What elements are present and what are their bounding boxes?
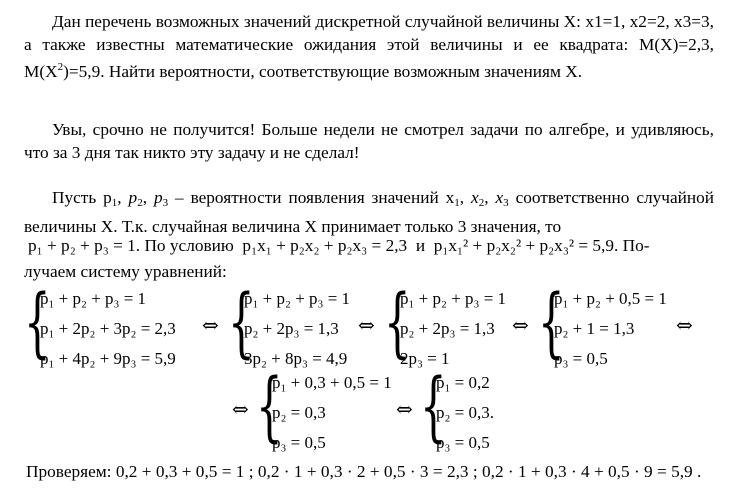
equivalence-icon: ⇔ xyxy=(396,397,413,421)
check-line: Проверяем: 0,2 + 0,3 + 0,5 = 1 ; 0,2 · 1 + 0,3 · 2 + 0,5 · 3 = 2,3 ; 0,2 · 1 + 0,3 · 4 + 0,5 · 9 = 5,9 . xyxy=(26,462,702,481)
brace-icon: { xyxy=(538,277,565,366)
solution-intro: Пусть $p_1$, $p_2$, $p_3$ – вероятности появления значений $x_1$, $x_2$, $x_3$ соответственно случайной величины X. Т.к. случайная величина X принимает только 3 значения, то xyxy=(24,188,715,236)
equivalence-icon: ⇔ xyxy=(202,313,219,337)
condition-line: p₁ + p₂ + p₃ = 1. По условию p₁x₁ + p₂x₂ + p₂x₃ = 2,3 и p₁x₁² + p₂x₂² + p₂x₃² = 5,9. По- xyxy=(28,236,650,255)
square-equation: p₁x₁² + p₂x₂² + p₂x₃² = 5,9 xyxy=(433,236,615,255)
question-paragraph: Дан перечень возможных значений дискретной случайной величины X: x1=1, x2=2, x3=3, а также известны математические ожидания этой величины и ее квадрата: M(X)=2,3, $M(X^2)=5,9$. Найти вероятности, соответствующие возможным значениям X. xyxy=(24,12,714,81)
brace-icon: { xyxy=(228,277,255,366)
brace-icon: { xyxy=(420,361,447,450)
reply-paragraph: Увы, срочно не получится! Больше недели не смотрел задачи по алгебре, и удивляюсь, что за 3 дня так никто эту задачу и не сделал! xyxy=(24,120,714,162)
sum-equation: p₁ + p₂ + p₃ = 1 xyxy=(28,236,136,255)
equivalence-icon: ⇔ xyxy=(676,313,693,337)
equivalence-icon: ⇔ xyxy=(512,313,529,337)
brace-icon: { xyxy=(384,277,411,366)
check-equations: 0,2 + 0,3 + 0,5 = 1 ; 0,2 · 1 + 0,3 · 2 + 0,5 · 3 = 2,3 ; 0,2 · 1 + 0,3 · 4 + 0,5 · 9 = 5,9 . xyxy=(115,462,702,481)
equivalence-icon: ⇔ xyxy=(232,397,249,421)
mean-equation: p₁x₁ + p₂x₂ + p₂x₃ = 2,3 xyxy=(242,236,408,255)
brace-icon: { xyxy=(256,361,283,450)
system-intro: лучаем систему уравнений: xyxy=(24,262,227,281)
equivalence-icon: ⇔ xyxy=(358,313,375,337)
brace-icon: { xyxy=(24,277,51,366)
